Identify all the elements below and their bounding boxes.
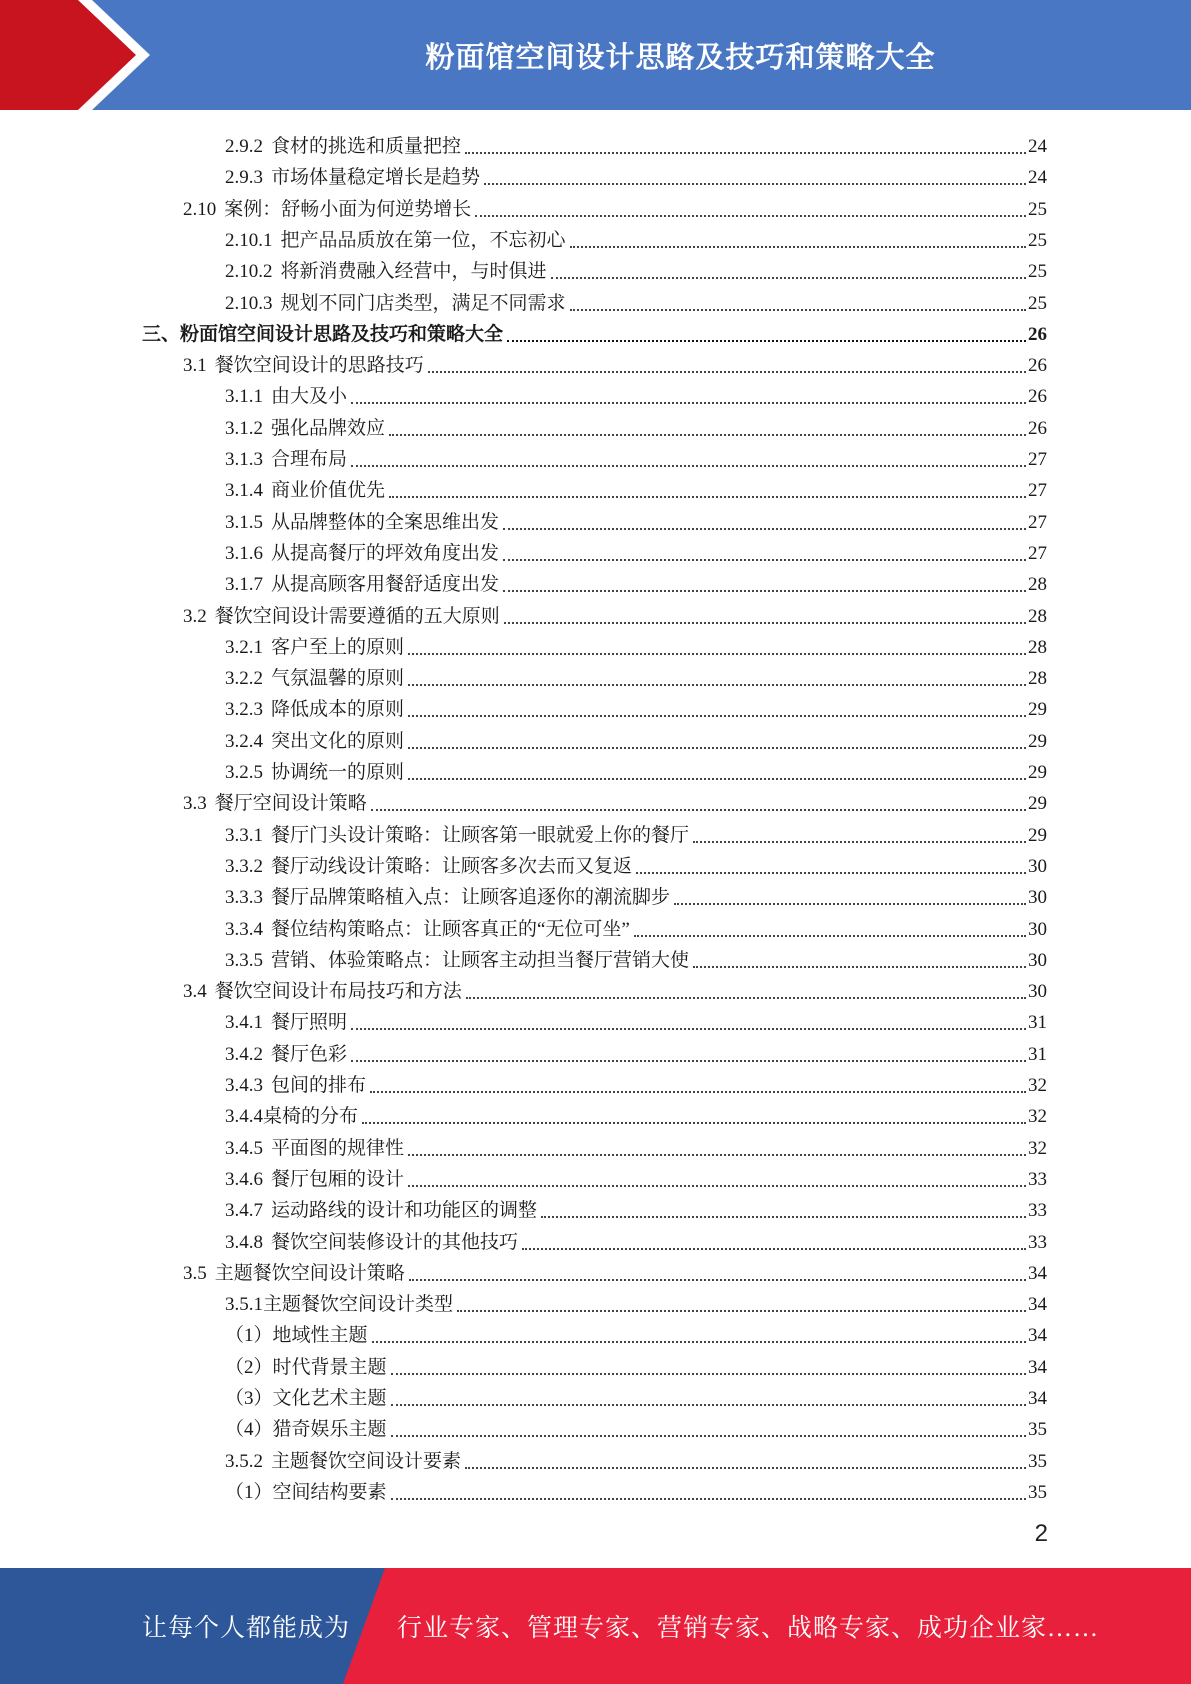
toc-entry[interactable] — [225, 1161, 1047, 1192]
toc-entry-title: 餐饮空间装修设计的其他技巧 — [271, 1231, 519, 1253]
toc-entry-title: 餐厅品牌策略植入点：让顾客追逐你的潮流脚步 — [271, 887, 671, 909]
toc-entry-number: 3.1.2 — [225, 417, 263, 439]
toc-entry-title: 地域性主题 — [272, 1325, 368, 1347]
toc-entry-page: 25 — [1028, 229, 1047, 251]
toc-entry-page: 29 — [1028, 762, 1047, 783]
toc-entry-title: 餐位结构策略点：让顾客真正的“无位可坐” — [271, 918, 630, 940]
toc-dot-leader — [371, 809, 1026, 811]
toc-entry-number: 3.1.5 — [225, 511, 263, 533]
toc-entry-number: 3.4.7 — [225, 1200, 263, 1222]
toc-entry-title: 协调统一的原则 — [271, 762, 405, 783]
toc-entry-title: 客户至上的原则 — [271, 636, 405, 658]
toc-entry-page: 30 — [1028, 887, 1047, 909]
toc-entry[interactable] — [225, 1192, 1047, 1223]
toc-dot-leader — [503, 590, 1026, 592]
toc-dot-leader — [370, 1091, 1026, 1093]
toc-entry-page: 33 — [1028, 1200, 1047, 1222]
toc-entry[interactable] — [225, 1130, 1047, 1161]
toc-entry-title: 气氛温馨的原则 — [271, 668, 405, 690]
header-title: 粉面馆空间设计思路及技巧和策略大全 — [425, 39, 936, 74]
toc-entry-page: 35 — [1028, 1481, 1047, 1503]
toc-dot-leader — [674, 903, 1026, 905]
toc-entry-title: 文化艺术主题 — [272, 1388, 387, 1409]
toc-entry-page: 30 — [1028, 855, 1047, 877]
toc-entry-title: 空间结构要素 — [272, 1481, 387, 1503]
toc-dot-leader — [465, 152, 1026, 154]
toc-entry[interactable] — [225, 723, 1047, 754]
toc-entry-number: 2.10.2 — [225, 261, 273, 283]
toc-dot-leader — [475, 215, 1026, 217]
toc-entry-number: 3.4.2 — [225, 1043, 263, 1065]
toc-entry-title: 降低成本的原则 — [271, 699, 405, 721]
toc-entry-title: 主题餐饮空间设计类型 — [263, 1294, 454, 1316]
toc-entry-title: 突出文化的原则 — [271, 730, 405, 752]
toc-dot-leader — [522, 1248, 1026, 1250]
toc-dot-leader — [408, 715, 1026, 717]
toc-entry[interactable] — [225, 285, 1047, 316]
toc-entry-page: 29 — [1028, 730, 1047, 752]
toc-entry[interactable] — [225, 817, 1047, 848]
page-header — [0, 0, 1191, 110]
toc-entry-page: 26 — [1028, 386, 1047, 408]
toc-entry-page: 33 — [1028, 1168, 1047, 1190]
toc-entry-number: 3.4.3 — [225, 1075, 263, 1096]
toc-entry[interactable] — [225, 1443, 1047, 1474]
toc-entry-page: 32 — [1028, 1106, 1047, 1128]
toc-dot-leader — [507, 340, 1026, 342]
toc-entry-number: 3.2.4 — [225, 730, 263, 752]
toc-entry[interactable] — [225, 1004, 1047, 1035]
toc-entry-page: 27 — [1028, 480, 1047, 502]
toc-entry-page: 29 — [1028, 699, 1047, 721]
toc-entry[interactable] — [225, 1036, 1047, 1067]
toc-entry-page: 31 — [1028, 1043, 1047, 1065]
toc-entry[interactable] — [225, 410, 1047, 441]
toc-entry-page: 26 — [1028, 417, 1047, 439]
toc-entry-title: 规划不同门店类型，满足不同需求 — [280, 292, 566, 314]
toc-entry[interactable] — [183, 785, 1047, 816]
toc-entry-title: 合理布局 — [271, 449, 348, 470]
toc-dot-leader — [428, 371, 1026, 373]
toc-entry[interactable] — [225, 128, 1047, 159]
toc-entry-title: 从品牌整体的全案思维出发 — [271, 511, 500, 533]
page-number: 2 — [1034, 1520, 1048, 1547]
toc-entry-number: 3.5.2 — [225, 1450, 263, 1472]
toc-entry-page: 33 — [1028, 1231, 1047, 1253]
toc-entry-number: （2） — [225, 1356, 273, 1378]
toc-entry-number: 3.4.1 — [225, 1012, 263, 1034]
toc-entry[interactable] — [225, 942, 1047, 973]
toc-entry-number: 3.2.5 — [225, 762, 263, 783]
toc-entry-title: 主题餐饮空间设计要素 — [271, 1450, 462, 1472]
toc-entry-title: 把产品品质放在第一位，不忘初心 — [280, 229, 566, 251]
toc-entry[interactable] — [142, 316, 1047, 347]
toc-entry-title: 商业价值优先 — [271, 480, 386, 502]
toc-dot-leader — [693, 966, 1026, 968]
toc-entry-page: 30 — [1028, 949, 1047, 971]
toc-dot-leader — [634, 935, 1026, 937]
toc-entry-page: 24 — [1028, 167, 1047, 189]
toc-dot-leader — [391, 1373, 1026, 1375]
toc-entry-page: 24 — [1028, 136, 1047, 157]
toc-entry[interactable] — [225, 1411, 1047, 1442]
toc-entry[interactable] — [225, 754, 1047, 785]
toc-entry[interactable] — [225, 1224, 1047, 1255]
toc-entry-page: 34 — [1028, 1388, 1047, 1409]
toc-entry-page: 26 — [1028, 355, 1047, 377]
toc-entry-title: 餐饮空间设计需要遵循的五大原则 — [214, 605, 500, 627]
toc-entry-title: 粉面馆空间设计思路及技巧和策略大全 — [180, 323, 504, 345]
toc-dot-leader — [391, 1435, 1026, 1437]
toc-entry-number: 3.2.1 — [225, 636, 263, 658]
toc-entry-page: 35 — [1028, 1450, 1047, 1472]
toc-entry-number: 3.4.6 — [225, 1168, 263, 1190]
toc-entry-number: （4） — [225, 1419, 273, 1441]
toc-entry-title: 平面图的规律性 — [271, 1137, 405, 1159]
toc-entry[interactable] — [225, 879, 1047, 910]
toc-entry-page: 28 — [1028, 668, 1047, 690]
toc-entry[interactable] — [225, 1067, 1047, 1098]
toc-dot-leader — [391, 1404, 1026, 1406]
toc-dot-leader — [389, 496, 1026, 498]
toc-entry-page: 31 — [1028, 1012, 1047, 1034]
toc-entry[interactable] — [225, 441, 1047, 472]
toc-entry-page: 29 — [1028, 824, 1047, 846]
toc-entry-title: 强化品牌效应 — [271, 417, 386, 439]
toc-entry-number: 3.5 — [183, 1262, 207, 1284]
page-footer — [0, 1568, 1191, 1684]
toc-entry-page: 25 — [1028, 261, 1047, 283]
toc-entry-title: 餐厅动线设计策略：让顾客多次去而又复返 — [271, 855, 633, 877]
toc-dot-leader — [551, 277, 1026, 279]
toc-entry[interactable] — [225, 911, 1047, 942]
toc-entry-title: 将新消费融入经营中，与时俱进 — [280, 261, 547, 283]
toc-dot-leader — [408, 684, 1026, 686]
toc-entry[interactable] — [183, 598, 1047, 629]
toc-dot-leader — [408, 1185, 1026, 1187]
toc-dot-leader — [504, 622, 1026, 624]
toc-entry-number: 3.1.7 — [225, 574, 263, 596]
toc-entry-page: 28 — [1028, 574, 1047, 596]
toc-entry[interactable] — [225, 1474, 1047, 1505]
toc-entry-page: 26 — [1028, 323, 1047, 345]
toc-dot-leader — [391, 1498, 1026, 1500]
toc-entry-number: 2.10.1 — [225, 229, 273, 251]
toc-entry[interactable] — [225, 378, 1047, 409]
toc-entry-number: 三、 — [142, 323, 181, 345]
toc-dot-leader — [409, 1279, 1026, 1281]
toc-entry-title: 餐厅色彩 — [271, 1043, 348, 1065]
toc-entry-number: 3.3.4 — [225, 918, 263, 940]
toc-entry-page: 34 — [1028, 1262, 1047, 1284]
toc-entry-title: 餐饮空间设计的思路技巧 — [214, 355, 424, 377]
toc-dot-leader — [484, 183, 1026, 185]
toc-entry-page: 34 — [1028, 1325, 1047, 1347]
toc-entry-number: 2.10 — [183, 198, 217, 220]
toc-entry[interactable] — [183, 1255, 1047, 1286]
toc-entry-page: 30 — [1028, 918, 1047, 940]
toc-dot-leader — [466, 997, 1026, 999]
toc-dot-leader — [362, 1122, 1026, 1124]
toc-entry[interactable] — [225, 691, 1047, 722]
toc-dot-leader — [389, 434, 1026, 436]
toc-entry-number: 3.2.2 — [225, 668, 263, 690]
toc-entry-number: 3.3 — [183, 793, 207, 815]
toc-entry-page: 27 — [1028, 542, 1047, 564]
toc-entry[interactable] — [225, 1380, 1047, 1411]
toc-dot-leader — [503, 559, 1026, 561]
toc-entry-number: 3.1.6 — [225, 542, 263, 564]
toc-entry-page: 25 — [1028, 292, 1047, 314]
toc-entry-number: 3.3.5 — [225, 949, 263, 971]
toc-entry-title: 市场体量稳定增长是趋势 — [271, 167, 481, 189]
toc-entry-title: 猎奇娱乐主题 — [272, 1419, 387, 1441]
toc-entry[interactable] — [225, 472, 1047, 503]
toc-entry[interactable] — [225, 1349, 1047, 1380]
toc-entry-page: 30 — [1028, 981, 1047, 1003]
toc-entry-title: 餐厅包厢的设计 — [271, 1168, 405, 1190]
toc-entry-title: 案例：舒畅小面为何逆势增长 — [224, 198, 472, 220]
toc-entry-number: 3.5.1 — [225, 1294, 263, 1316]
toc-entry-number: 3.4.8 — [225, 1231, 263, 1253]
toc-entry-page: 32 — [1028, 1075, 1047, 1096]
toc-dot-leader — [408, 653, 1026, 655]
toc-dot-leader — [408, 747, 1026, 749]
toc-entry-page: 28 — [1028, 605, 1047, 627]
toc-entry-number: 3.4.5 — [225, 1137, 263, 1159]
toc-entry-title: 餐厅空间设计策略 — [214, 793, 367, 815]
toc-dot-leader — [636, 872, 1026, 874]
toc-dot-leader — [693, 841, 1026, 843]
toc-entry[interactable] — [183, 973, 1047, 1004]
toc-entry-number: 2.9.3 — [225, 167, 263, 189]
toc-entry-page: 28 — [1028, 636, 1047, 658]
toc-entry-title: 包间的排布 — [271, 1075, 367, 1096]
toc-entry-title: 餐厅门头设计策略：让顾客第一眼就爱上你的餐厅 — [271, 824, 690, 846]
toc-entry-number: （1） — [225, 1325, 273, 1347]
toc-dot-leader — [351, 402, 1026, 404]
toc-entry-title: 从提高顾客用餐舒适度出发 — [271, 574, 500, 596]
toc-entry-number: 3.1.3 — [225, 449, 263, 470]
toc-entry-page: 27 — [1028, 511, 1047, 533]
toc-dot-leader — [408, 1154, 1026, 1156]
footer-slogan-right: 行业专家、管理专家、营销专家、战略专家、成功企业家…… — [397, 1615, 1100, 1642]
toc-entry-page: 34 — [1028, 1294, 1047, 1316]
toc-entry-title: 食材的挑选和质量把控 — [271, 136, 462, 157]
toc-entry-number: 2.9.2 — [225, 136, 263, 157]
toc-dot-leader — [570, 246, 1026, 248]
toc-dot-leader — [570, 309, 1026, 311]
toc-entry[interactable] — [225, 1286, 1047, 1317]
toc-dot-leader — [351, 1028, 1026, 1030]
toc-dot-leader — [503, 528, 1026, 530]
toc-entry-title: 主题餐饮空间设计策略 — [214, 1262, 405, 1284]
toc-entry-number: （3） — [225, 1388, 273, 1409]
toc-entry[interactable] — [225, 535, 1047, 566]
toc-entry[interactable] — [183, 347, 1047, 378]
toc-entry-page: 25 — [1028, 198, 1047, 220]
footer-slogan-left: 让每个人都能成为 — [142, 1615, 351, 1642]
toc-dot-leader — [408, 778, 1026, 780]
toc-entry-page: 35 — [1028, 1419, 1047, 1441]
toc-entry[interactable] — [225, 222, 1047, 253]
toc-entry-title: 营销、体验策略点：让顾客主动担当餐厅营销大使 — [271, 949, 690, 971]
toc-entry-title: 桌椅的分布 — [263, 1106, 359, 1128]
toc-entry-page: 34 — [1028, 1356, 1047, 1378]
toc-dot-leader — [372, 1341, 1026, 1343]
toc-entry-number: （1） — [225, 1481, 273, 1503]
toc-dot-leader — [541, 1216, 1026, 1218]
toc-entry-page: 29 — [1028, 793, 1047, 815]
toc-entry-number: 3.1.1 — [225, 386, 263, 408]
toc-dot-leader — [465, 1467, 1026, 1469]
toc-entry-number: 3.1.4 — [225, 480, 263, 502]
toc-entry[interactable] — [225, 159, 1047, 190]
toc-entry-number: 3.4.4 — [225, 1106, 263, 1128]
toc-entry-number: 3.3.2 — [225, 855, 263, 877]
toc-entry-title: 从提高餐厅的坪效角度出发 — [271, 542, 500, 564]
toc-entry-number: 3.1 — [183, 355, 207, 377]
toc-entry-title: 运动路线的设计和功能区的调整 — [271, 1200, 538, 1222]
toc-entry[interactable] — [225, 629, 1047, 660]
toc-entry-number: 3.3.3 — [225, 887, 263, 909]
toc-dot-leader — [351, 465, 1026, 467]
toc-entry[interactable] — [225, 660, 1047, 691]
toc-entry[interactable] — [225, 1317, 1047, 1348]
toc-entry-title: 时代背景主题 — [272, 1356, 387, 1378]
toc-entry[interactable] — [225, 566, 1047, 597]
toc-entry-page: 27 — [1028, 449, 1047, 470]
toc-entry-number: 3.3.1 — [225, 824, 263, 846]
toc-entry[interactable] — [225, 1098, 1047, 1129]
toc-entry-number: 3.4 — [183, 981, 207, 1003]
toc-entry[interactable] — [225, 253, 1047, 284]
toc-entry-number: 2.10.3 — [225, 292, 273, 314]
toc-entry-title: 由大及小 — [271, 386, 348, 408]
toc-entry-number: 3.2.3 — [225, 699, 263, 721]
toc-entry[interactable] — [225, 504, 1047, 535]
toc-entry[interactable] — [183, 191, 1047, 222]
toc-entry-title: 餐饮空间设计布局技巧和方法 — [214, 981, 462, 1003]
toc-entry-page: 32 — [1028, 1137, 1047, 1159]
toc-dot-leader — [457, 1310, 1026, 1312]
toc-entry[interactable] — [225, 848, 1047, 879]
toc-dot-leader — [351, 1060, 1026, 1062]
toc-entry-number: 3.2 — [183, 605, 207, 627]
toc-entry-title: 餐厅照明 — [271, 1012, 348, 1034]
